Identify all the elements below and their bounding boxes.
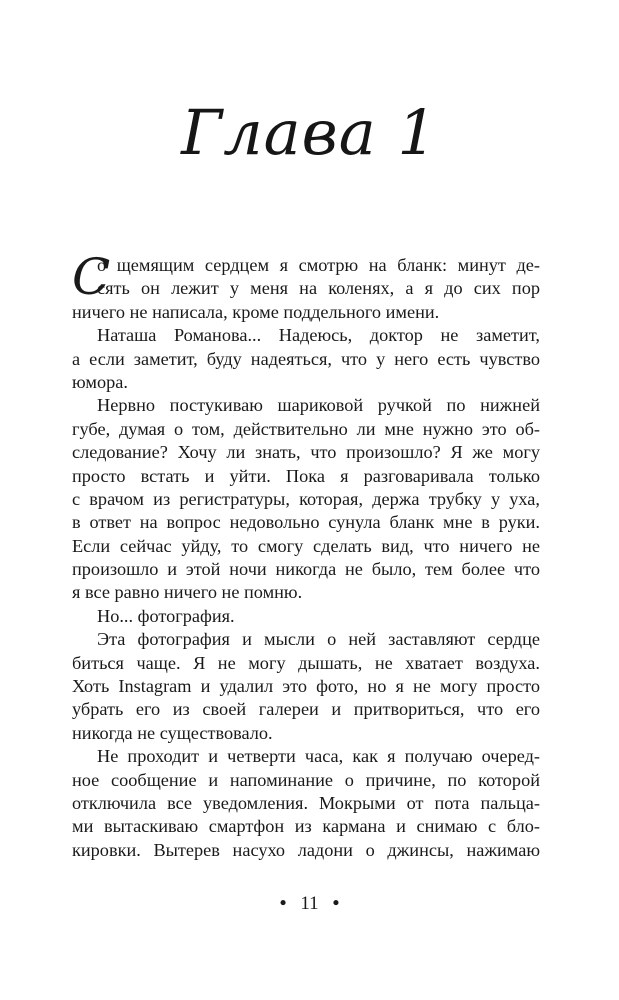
text-line: ничего не написала, кроме поддельного имени.: [72, 301, 440, 322]
page-footer: [0, 893, 619, 915]
text-line: просто встать и уйти. Пока я разговаривала только: [72, 465, 540, 486]
text-line: губе, думая о том, действительно ли мне нужно это об-: [72, 418, 540, 439]
text-line: отключила все уведомления. Мокрыми от пота пальца-: [72, 792, 540, 813]
text-line: ми вытаскиваю смартфон из кармана и снимаю с бло-: [72, 816, 540, 837]
text-line: Не проходит и четверти часа, как я получаю очеред-: [97, 746, 540, 767]
text-line: кировки. Вытерев насухо ладони о джинсы, нажимаю: [72, 839, 540, 860]
text-line: о щемящим сердцем я смотрю на бланк: минут де-: [97, 255, 540, 275]
text-line: никогда не существовало.: [72, 722, 273, 743]
text-line: сять он лежит у меня на коленях, а я до сих пор: [97, 278, 540, 299]
text-line: следование? Хочу ли знать, что произошло? Я же могу: [72, 442, 540, 463]
text-line: произошло и этой ночи никогда не было, тем более что: [72, 559, 540, 580]
body-text: [72, 248, 540, 862]
text-line: я все равно ничего не помню.: [72, 582, 303, 603]
text-line: Наташа Романова... Надеюсь, доктор не заметит,: [97, 325, 540, 346]
text-line: ное сообщение и напоминание о причине, по которой: [72, 769, 540, 790]
text-line: Эта фотография и мысли о ней заставляют сердце: [97, 629, 540, 650]
chapter-title: Глава 1: [181, 96, 438, 169]
text-line: биться чаще. Я не могу дышать, не хватает воздуха.: [72, 652, 540, 673]
page-number-dot-right: •: [332, 893, 340, 914]
text-line: с врачом из регистратуры, которая, держа трубку у уха,: [72, 488, 540, 509]
page-number-dot-left: •: [279, 893, 287, 914]
text-line: Нервно постукиваю шариковой ручкой по нижней: [97, 395, 540, 416]
drop-cap: С: [72, 248, 111, 306]
text-line: Хоть Instagram и удалил это фото, но я не могу просто: [72, 676, 540, 697]
text-line: в ответ на вопрос недовольно сунула бланк мне в руки.: [72, 512, 540, 533]
text-line: Но... фотография.: [97, 605, 235, 626]
text-line: а если заметит, буду надеяться, что у него есть чувство: [72, 348, 540, 369]
text-line: юмора.: [72, 371, 128, 392]
text-line: убрать его из своей галереи и притвориться, что его: [72, 699, 540, 720]
text-line: Если сейчас уйду, то смогу сделать вид, что ничего не: [72, 535, 540, 556]
page-number: 11: [300, 893, 319, 914]
